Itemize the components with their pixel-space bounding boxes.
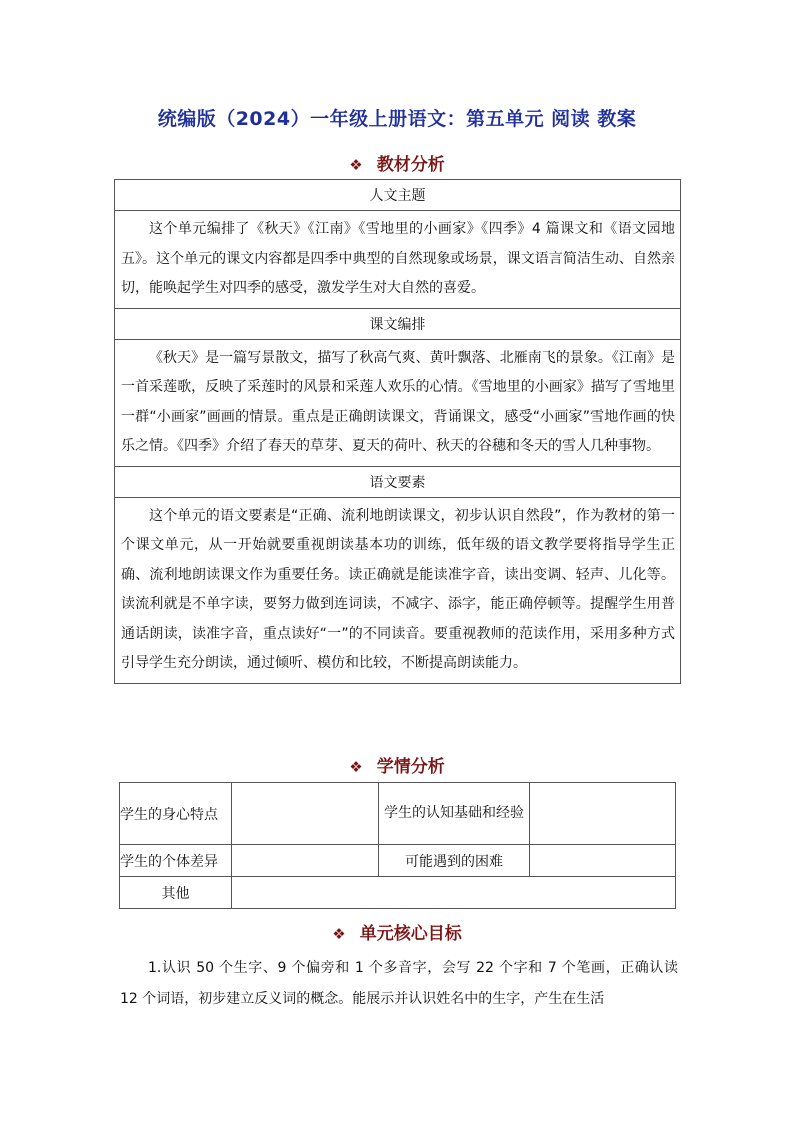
diamond-bullet-icon: ❖	[349, 156, 363, 174]
label-possible-difficulties: 可能遇到的困难	[379, 845, 530, 877]
label-other: 其他	[120, 877, 232, 909]
materials-analysis-table	[114, 179, 681, 684]
cell-possible-difficulties-value	[530, 845, 676, 877]
theme-text: 这个单元编排了《秋天》《江南》《雪地里的小画家》《四季》4 篇课文和《语文园地五》。这个单元的课文内容都是四季中典型的自然现象或场景，课文语言简洁生动、自然亲切，能唤起学生对四季的感受，激发学生对大自然的喜爱。	[115, 211, 681, 309]
label-cognitive-basis: 学生的认知基础和经验	[379, 783, 530, 845]
section-title: 单元核心目标	[359, 924, 462, 944]
section-heading-learners	[0, 752, 794, 777]
section-heading-materials	[0, 150, 794, 175]
diamond-bullet-icon: ❖	[332, 925, 346, 943]
cell-cognitive-basis-value	[530, 783, 676, 845]
label-physical-mental: 学生的身心特点	[120, 783, 232, 845]
diamond-bullet-icon: ❖	[349, 758, 363, 776]
label-individual-differences: 学生的个体差异	[120, 845, 232, 877]
header-arrangement: 课文编排	[115, 308, 681, 339]
header-elements: 语文要素	[115, 466, 681, 497]
section-title: 学情分析	[376, 757, 445, 777]
header-theme: 人文主题	[115, 180, 681, 211]
section-heading-goals	[0, 919, 794, 944]
document-title: 统编版（2024）一年级上册语文：第五单元 阅读 教案	[157, 108, 637, 130]
elements-text: 这个单元的语文要素是“正确、流利地朗读课文，初步认识自然段”，作为教材的第一个课文单元，从一开始就要重视朗读基本功的训练，低年级的语文教学要将指导学生正确、流利地朗读课文作为重要任务。读正确就是能读准字音，读出变调、轻声、儿化等。读流利就是不单字读，要努力做到连词读，不减字、添字，能正确停顿等。提醒学生用普通话朗读，读准字音，重点读好“一”的不同读音。要重视教师的范读作用，采用多种方式引导学生充分朗读，通过倾听、模仿和比较，不断提高朗读能力。	[115, 497, 681, 683]
section-title: 教材分析	[376, 155, 445, 175]
cell-physical-mental-value	[232, 783, 379, 845]
goal-paragraph: 1.认识 50 个生字、9 个偏旁和 1 个多音字，会写 22 个字和 7 个笔画，正确认读 12 个词语，初步建立反义词的概念。能展示并认识姓名中的生字，产生在生活	[120, 960, 678, 1007]
cell-other-value	[232, 877, 676, 909]
cell-individual-differences-value	[232, 845, 379, 877]
arrangement-text: 《秋天》是一篇写景散文，描写了秋高气爽、黄叶飘落、北雁南飞的景象。《江南》是一首采莲歌，反映了采莲时的风景和采莲人欢乐的心情。《雪地里的小画家》描写了雪地里一群“小画家”画画的情景。重点是正确朗读课文，背诵课文，感受“小画家”雪地作画的快乐之情。《四季》介绍了春天的草芽、夏天的荷叶、秋天的谷穗和冬天的雪人几种事物。	[115, 339, 681, 466]
learner-analysis-table	[119, 782, 676, 909]
